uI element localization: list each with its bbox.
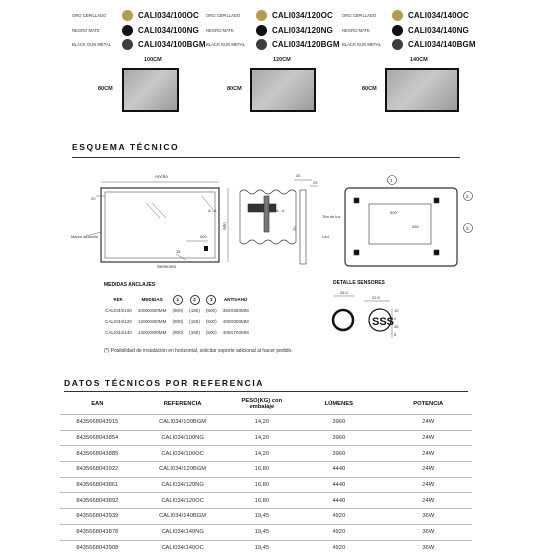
technical-drawing <box>68 168 473 276</box>
reflection-line <box>146 203 160 218</box>
col-header: ANTIVAHO <box>223 297 248 302</box>
side-profile-outline <box>300 190 306 264</box>
gunmetal-swatch-icon <box>392 39 403 50</box>
finish-code: CALI034/120OC <box>272 10 333 20</box>
finish-row <box>342 9 469 21</box>
sensores-title: DETALLE SENSORES <box>333 280 385 286</box>
col-header: REF. <box>113 297 124 302</box>
finish-row <box>206 38 340 50</box>
dim-15-label: 15 <box>176 249 181 254</box>
finish-code: CALI034/100NG <box>138 25 199 35</box>
dim-25-label: 25 <box>313 180 318 185</box>
alto-label: Alto <box>222 222 227 230</box>
col-header: MEDIDAS <box>141 297 163 302</box>
table-row: 8435668043854 CALI034/100NG 14,20 3960 24W <box>60 430 472 446</box>
gunmetal-swatch-icon <box>122 39 133 50</box>
sensor-leader <box>176 254 186 260</box>
dim-500-label: 500 <box>200 234 207 239</box>
gold-swatch-icon <box>392 10 403 21</box>
sensor-dim-label: 22.5 <box>372 295 380 300</box>
black-swatch-icon <box>256 25 267 36</box>
reflection-line <box>152 203 166 218</box>
black-swatch-icon <box>122 25 133 36</box>
height-label: 80CM <box>227 86 242 92</box>
sensor-dim-label: 28.5 <box>340 290 348 295</box>
table-row: 8435668043892 CALI034/120OC 16,80 4440 24W <box>60 493 472 509</box>
marco-label: Marco aluminio <box>71 234 99 239</box>
finish-label: NEGRO MATE <box>72 27 100 33</box>
finish-code: CALI034/120NG <box>272 25 333 35</box>
mirror-preview-100 <box>122 68 179 112</box>
col-header: POTENCIA <box>413 400 444 407</box>
finish-row <box>72 38 206 50</box>
bracket-shape <box>248 204 276 212</box>
table-row: 8435668043939 CALI034/140BGM 19,45 4920 36W <box>60 509 472 525</box>
dim-20-label: 20 <box>91 196 96 201</box>
callout-2-label: 2 <box>466 194 469 199</box>
table-row: 8435668043861 CALI034/120NG 16,80 4440 24W <box>60 477 472 493</box>
back-frame-outline <box>345 188 457 266</box>
callout-3-label: 3 <box>466 226 469 231</box>
finish-label: BLACK GUN METAL <box>342 41 382 47</box>
table-row: 8435668043908 CALI034/140OC 19,45 4920 36W <box>60 540 472 555</box>
finish-row <box>342 24 469 36</box>
gunmetal-swatch-icon <box>256 39 267 50</box>
dim-70-label: 70 <box>292 226 297 231</box>
section-title: DATOS TÉCNICOS POR REFERENCIA <box>64 378 265 388</box>
divider <box>72 157 460 158</box>
finish-label: NEGRO MATE <box>206 27 234 33</box>
finish-label: BLACK GUN METAL <box>72 41 112 47</box>
datos-table <box>60 394 472 555</box>
finish-code: CALI034/100OC <box>138 10 199 20</box>
mirror-preview-140 <box>385 68 459 112</box>
finish-label: NEGRO MATE <box>342 27 370 33</box>
dim-500-back-label: 500 <box>390 210 397 215</box>
gold-swatch-icon <box>122 10 133 21</box>
finish-label: ORO CEPILLADO <box>206 12 241 18</box>
col-header: 1 <box>169 294 186 305</box>
mirror-inner-outline <box>105 192 215 258</box>
divider <box>64 391 468 392</box>
width-label: 120CM <box>273 57 291 63</box>
col-header: 3 <box>203 294 220 305</box>
width-label: 140CM <box>410 57 428 63</box>
height-label: 80CM <box>362 86 377 92</box>
anchor-1-icon <box>354 198 359 203</box>
table-row: 8435668043878 CALI034/140NG 19,45 4920 36W <box>60 524 472 540</box>
mirror-frame-outline <box>101 188 219 262</box>
antivaho-outline <box>369 204 431 244</box>
col-header: 2 <box>186 294 203 305</box>
col-header: EAN <box>91 400 104 407</box>
finish-row <box>206 9 333 21</box>
mirror-preview-120 <box>250 68 316 112</box>
back-view <box>345 176 473 267</box>
finish-row <box>72 9 199 21</box>
finish-code: CALI034/120BGM <box>272 39 340 49</box>
led-label: Led <box>322 234 329 239</box>
anclajes-note: (*) Posibilidad de instalación en horizontal, solicitar soporte adicional al hacer pedido. <box>104 348 293 354</box>
ancho-label: Ancho <box>155 174 168 179</box>
height-label: 80CM <box>98 86 113 92</box>
sensor-dim-label: 2 <box>394 316 397 321</box>
anchor-2-icon <box>434 198 439 203</box>
col-header: LÚMENES <box>324 400 353 407</box>
finish-label: ORO CEPILLADO <box>342 12 377 18</box>
finish-label: BLACK GUN METAL <box>206 41 246 47</box>
tira-luz-label: Tira de luz <box>322 214 341 219</box>
section-detail <box>240 190 296 244</box>
table-row: 8435668043915 CALI034/100BGM 14,20 3960 24W <box>60 415 472 431</box>
table-row: CALI034/100 1000X800MM (600) (150) (500) 350X550MM <box>105 308 249 313</box>
table-row: CALI034/120 1200X800MM (800) (150) (500) 400X600MM <box>105 319 249 324</box>
dim-30-label: 30 <box>296 173 301 178</box>
sensor-dim-label: 35 <box>394 324 399 329</box>
section-aa-label-2: A - A <box>276 208 285 213</box>
anchor-4-icon <box>434 250 439 255</box>
section-aa-label: A - A <box>208 208 217 213</box>
finish-row <box>342 38 476 50</box>
finish-row <box>206 24 333 36</box>
finish-code: CALI034/140OC <box>408 10 469 20</box>
col-header: PESO(KG) con embalaje <box>241 397 283 410</box>
section-title: ESQUEMA TÉCNICO <box>72 142 180 152</box>
dim-350-label: 350 <box>412 224 419 229</box>
black-swatch-icon <box>392 25 403 36</box>
col-header: REFERENCIA <box>163 400 202 407</box>
finish-row <box>72 24 199 36</box>
finish-code: CALI034/140BGM <box>408 39 476 49</box>
side-view <box>294 180 318 264</box>
finish-label: ORO CEPILLADO <box>72 12 107 18</box>
gold-swatch-icon <box>256 10 267 21</box>
sensor-dim-label: 15 <box>394 308 399 313</box>
anclajes-title: MEDIDAS ANCLAJES <box>104 282 156 288</box>
table-row: CALI034/140 1400X800MM (900) (150) (500) 400X700MM <box>105 330 249 335</box>
finish-code: CALI034/140NG <box>408 25 469 35</box>
table-row: 8435668043922 CALI034/120BGM 16,80 4440 24W <box>60 462 472 478</box>
sensor-detail-drawing <box>330 290 410 350</box>
sensor-dim-label: 8 <box>394 332 397 337</box>
table-row: 8435668043885 CALI034/100OC 14,20 3960 24W <box>60 446 472 462</box>
sensor-glyph-icon: SSS <box>372 316 395 328</box>
callout-1-label: 1 <box>390 178 393 183</box>
sensores-label: Sensores <box>157 264 177 269</box>
mirror-section-shape <box>264 196 269 232</box>
sensor-icon <box>204 246 208 251</box>
finish-code: CALI034/100BGM <box>138 39 206 49</box>
anchor-3-icon <box>354 250 359 255</box>
anclajes-table <box>102 294 252 338</box>
width-label: 100CM <box>144 57 162 63</box>
sensor-ring-icon <box>333 310 353 330</box>
